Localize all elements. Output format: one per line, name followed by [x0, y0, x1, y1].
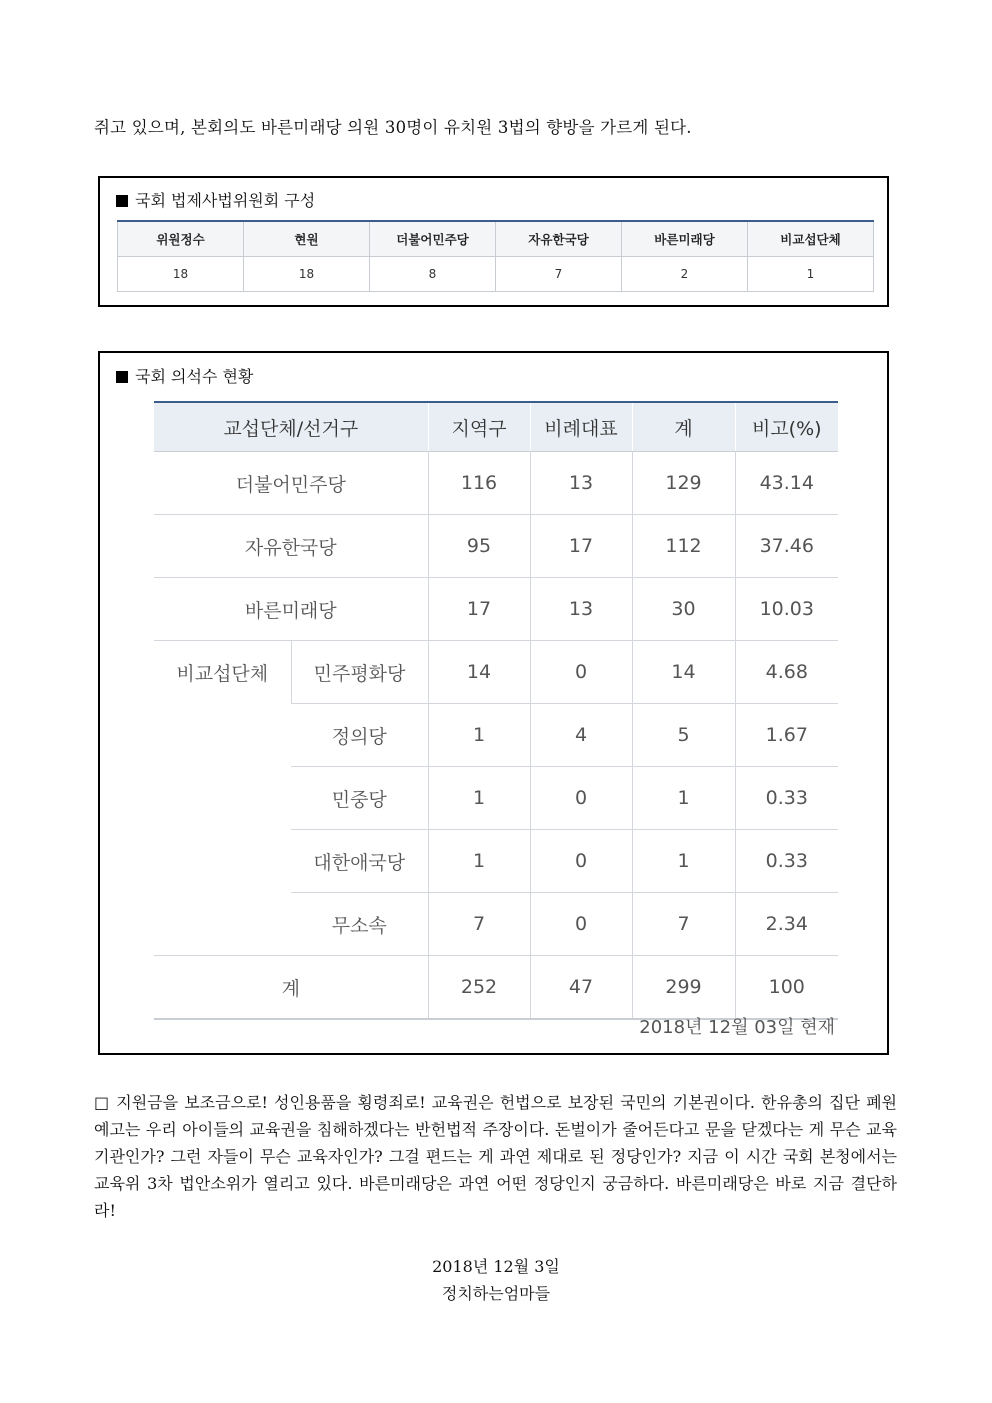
committee-box [98, 176, 889, 307]
committee-title-row [116, 188, 315, 211]
seats-header: 교섭단체/선거구 [154, 402, 428, 452]
seat-percent: 0.33 [735, 830, 838, 893]
committee-header: 더불어민주당 [370, 221, 496, 257]
party-name: 대한애국당 [291, 830, 428, 893]
committee-value-row [118, 257, 874, 292]
seat-percent: 37.46 [735, 515, 838, 578]
district-seats: 1 [428, 767, 530, 830]
seats-header: 비례대표 [530, 402, 632, 452]
total-seats: 14 [632, 641, 735, 704]
committee-value: 1 [748, 257, 874, 292]
seats-title-row [116, 364, 253, 387]
proportional-seats: 17 [530, 515, 632, 578]
committee-header: 비교섭단체 [748, 221, 874, 257]
seat-percent: 43.14 [735, 452, 838, 515]
seats-header: 비고(%) [735, 402, 838, 452]
party-name: 자유한국당 [154, 515, 428, 578]
signature-date: 2018년 12월 3일 [432, 1257, 560, 1276]
committee-title: 국회 법제사법위원회 구성 [135, 191, 316, 210]
total-seats: 7 [632, 893, 735, 956]
committee-value: 2 [622, 257, 748, 292]
committee-value: 8 [370, 257, 496, 292]
total-seats: 299 [632, 956, 735, 1020]
proportional-seats: 47 [530, 956, 632, 1020]
party-name: 무소속 [291, 893, 428, 956]
black-square-icon [116, 371, 128, 383]
total-seats: 112 [632, 515, 735, 578]
proportional-seats: 0 [530, 830, 632, 893]
committee-header: 자유한국당 [496, 221, 622, 257]
committee-value: 7 [496, 257, 622, 292]
seat-percent: 4.68 [735, 641, 838, 704]
group-label: 비교섭단체 [154, 641, 291, 956]
total-seats: 30 [632, 578, 735, 641]
party-name: 바른미래당 [154, 578, 428, 641]
district-seats: 252 [428, 956, 530, 1020]
total-seats: 129 [632, 452, 735, 515]
seats-table [154, 401, 838, 1020]
total-label: 계 [154, 956, 428, 1020]
seat-percent: 1.67 [735, 704, 838, 767]
proportional-seats: 4 [530, 704, 632, 767]
table-row [154, 515, 838, 578]
seats-header-row [154, 402, 838, 452]
intro-line: 쥐고 있으며, 본회의도 바른미래당 의원 30명이 유치원 3법의 향방을 가르게 된다. [94, 118, 692, 137]
party-name: 민중당 [291, 767, 428, 830]
district-seats: 7 [428, 893, 530, 956]
committee-header: 현원 [244, 221, 370, 257]
committee-header: 바른미래당 [622, 221, 748, 257]
committee-value: 18 [118, 257, 244, 292]
total-seats: 1 [632, 767, 735, 830]
district-seats: 1 [428, 830, 530, 893]
party-name: 더불어민주당 [154, 452, 428, 515]
seat-percent: 0.33 [735, 767, 838, 830]
seats-header: 계 [632, 402, 735, 452]
proportional-seats: 0 [530, 767, 632, 830]
party-name: 민주평화당 [291, 641, 428, 704]
proportional-seats: 0 [530, 641, 632, 704]
seat-percent: 10.03 [735, 578, 838, 641]
committee-table [117, 220, 874, 292]
seat-percent: 100 [735, 956, 838, 1020]
black-square-icon [116, 195, 128, 207]
total-seats: 5 [632, 704, 735, 767]
committee-header-row [118, 221, 874, 257]
district-seats: 1 [428, 704, 530, 767]
body-paragraph: □ 지원금을 보조금으로! 성인용품을 횡령죄로! 교육권은 헌법으로 보장된 국민의 기본권이다. 한유총의 집단 폐원 예고는 우리 아이들의 교육권을 침해하겠다는 반헌법적 주장이다. 돈벌이가 줄어든다고 문을 닫겠다는 게 무슨 교육기관인가? 그런 자들이 무슨 교육자인가? 그걸 편드는 게 과연 제대로 된 정당인가? 지금 이 시간 국회 본청에서는 교육위 3차 법안소위가 열리고 있다. 바른미래당은 과연 어떤 정당인지 궁금하다. 바른미래당은 바로 지금 결단하라! [94, 1093, 897, 1220]
proportional-seats: 0 [530, 893, 632, 956]
district-seats: 95 [428, 515, 530, 578]
district-seats: 14 [428, 641, 530, 704]
table-row [154, 578, 838, 641]
proportional-seats: 13 [530, 578, 632, 641]
total-row [154, 956, 838, 1020]
seats-title: 국회 의석수 현황 [135, 367, 254, 386]
party-name: 정의당 [291, 704, 428, 767]
table-row [154, 452, 838, 515]
committee-header: 위원정수 [118, 221, 244, 257]
committee-value: 18 [244, 257, 370, 292]
total-seats: 1 [632, 830, 735, 893]
proportional-seats: 13 [530, 452, 632, 515]
signature-org: 정치하는엄마들 [441, 1284, 551, 1303]
table-row [154, 641, 838, 704]
district-seats: 17 [428, 578, 530, 641]
seats-header: 지역구 [428, 402, 530, 452]
as-of-date: 2018년 12월 03일 현재 [639, 1017, 835, 1038]
seats-box [98, 351, 889, 1055]
seat-percent: 2.34 [735, 893, 838, 956]
district-seats: 116 [428, 452, 530, 515]
